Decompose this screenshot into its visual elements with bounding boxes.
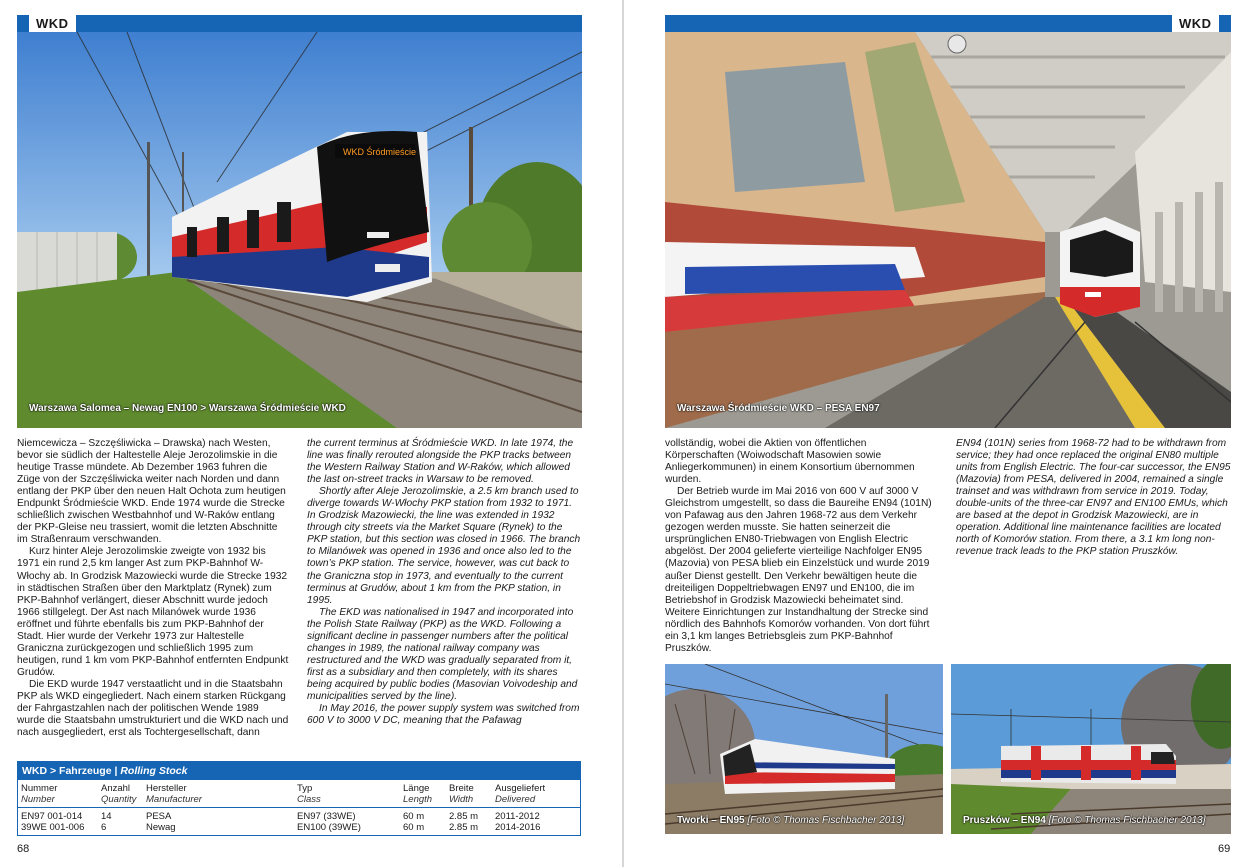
- paragraph: EN94 (101N) series from 1968-72 had to be withdrawn from service; they had once replaced the original EN80 multiple units from English Electric. The four-car successor, the EN95 (Mazovia) from PESA, delivered in 2004, remained a single trainset and was withdrawn from service in 2019. Today, double-units of the three-car EN97 and EN100 EMUs, which are based at the depot in Grodzisk Mazowiecki, are in operation. Additional line maintenance facilities are located north of Komorów station. From there, a 3.1 km long non-revenue track leads to the PKP station Pruszków.: [956, 438, 1231, 558]
- photo-caption: Pruszków – EN94 [Foto © Thomas Fischbacher 2013]: [963, 815, 1206, 826]
- header-bar: [665, 15, 1231, 32]
- photo-caption: Warszawa Śródmieście WKD – PESA EN97: [677, 403, 880, 414]
- table-cell: EN97 (33WE) EN100 (39WE): [297, 811, 361, 833]
- photo-tworki-en95: [665, 664, 943, 834]
- right-page: [624, 0, 1248, 867]
- paragraph: Der Betrieb wurde im Mai 2016 von 600 V auf 3000 V Gleichstrom umgestellt, so dass die Baureihe EN94 (101N) von Pafawag aus den Jahren 1968-72 aus dem Verkehr gezogen werden musste. Sie hatten seinerzeit die ursprünglichen EN80-Triebwagen von English Electric abgelöst. Der 2004 gelieferte vierteilige Nachfolger EN95 (Mazovia) von PESA blieb ein Einzelstück und wurde 2019 außer Dienst gestellt. Den Verkehr bewältigen heute die dreiteiligen Doppeltriebwagen EN97 und EN100, die im Betriebshof in Grodzisk Mazowiecki beheimatet sind. Weitere Einrichtungen zur Instandhaltung der Strecke sind nördlich des Bahnhofs Komorów vorhanden. Von dort führt ein 3,1 km langes Betriebsgleis zum PKP-Bahnhof Pruszków.: [665, 486, 932, 654]
- train-destination-display: WKD Śródmieście: [343, 147, 417, 157]
- station-photo-illustration: [665, 32, 1231, 428]
- german-text-column: [17, 438, 289, 739]
- table-cell: 60 m 60 m: [403, 811, 425, 833]
- paragraph: vollständig, wobei die Aktien von öffentlichen Körperschaften (Woiwodschaft Masowien sowie Anliegerkommunen) in einem Konsortium übernommen wurden.: [665, 438, 915, 486]
- page-number: 68: [17, 843, 30, 855]
- paragraph: Die EKD wurde 1947 verstaatlicht und in die Staatsbahn PKP als WKD eingegliedert. Nach einem starken Rückgang der Fahrgastzahlen nach der politischen Wende 1989 wurde die Staatsbahn umstrukturiert und die WKD nach und nach ausgegliedert, erst als Tochtergesellschaft, dann: [17, 678, 289, 739]
- photo-pruszkow-en94: [951, 664, 1231, 834]
- paragraph: Shortly after Aleje Jerozolimskie, a 2.5 km branch used to diverge towards W-Włochy PKP station from 1932 to 1971. In Grodzisk Mazowiecki, the line was extended in 1932 through city streets via the Market Square (Rynek) to the PKP station, but this section was closed in 1966. The branch to Milanówek was opened in 1936 and once also led to the town’s PKP station. The service, however, was cut back to the Graniczna stop in 1973, and eventually to the current terminus at Grudów, about 1 km from the PKP station, in 1995.: [307, 486, 581, 606]
- paragraph: the current terminus at Śródmieście WKD. In late 1974, the line was finally rerouted alongside the PKP tracks between the Western Railway Station and W-Raków, which allowed the last on-street tracks in Warsaw to be removed.: [307, 438, 574, 486]
- section-tag: WKD: [1172, 15, 1219, 32]
- table-cell: PESA Newag: [146, 811, 176, 833]
- table-cell: EN97 001-014 39WE 001-006: [21, 811, 85, 833]
- table-cell: 2011-2012 2014-2016: [495, 811, 541, 833]
- train-photo-illustration: [665, 664, 943, 834]
- table-cell: 14 6: [101, 811, 112, 833]
- rolling-stock-table: [17, 761, 581, 836]
- header-bar: [17, 15, 582, 32]
- paragraph: Niemcewicza – Szczęśliwicka – Drawska) nach Westen, bevor sie südlich der Haltestelle Aleje Jerozolimskie in die heutige Trasse mündete. Ab Dezember 1963 fuhren die Züge von der Szczęśliwicka weiter nach Norden und dann entlang der PKP über den neuen Halt Ochota zum heutigen Endpunkt Śródmieście WKD. Ende 1974 wurde die Strecke schließlich zwischen Westbahnhof und W-Raków entlang der PKP-Gleise neu trassiert, womit die letzten Abschnitte im Straßenraum verschwanden.: [17, 438, 286, 546]
- table-grid: [18, 780, 580, 835]
- train-photo-illustration: [17, 32, 582, 428]
- column-header: Ausgeliefert Delivered: [492, 780, 580, 808]
- table-cell: 2.85 m 2.85 m: [449, 811, 479, 833]
- german-text-column: [665, 438, 937, 655]
- paragraph: The EKD was nationalised in 1947 and incorporated into the Polish State Railway (PKP) as the WKD. Following a significant decline in passenger numbers after the political changes in 1989, the national railway company was restructured and the WKD was gradually separated from it, first as a subsidiary and then completely, with its shares being acquired by public bodies (Masovian Voivodeship and municipalities served by the line).: [307, 606, 578, 702]
- photo-salomea-en100: [17, 32, 582, 428]
- table-title: WKD > Fahrzeuge | Rolling Stock: [18, 762, 580, 780]
- photo-caption: Warszawa Salomea – Newag EN100 > Warszawa Śródmieście WKD: [29, 403, 346, 414]
- column-header: Typ Class: [294, 780, 400, 808]
- paragraph: Kurz hinter Aleje Jerozolimskie zweigte von 1932 bis 1971 ein rund 2,5 km langer Ast zum PKP-Bahnhof W-Włochy ab. In Grodzisk Mazowiecki wurde die Strecke 1932 in städtischen Straßen über den Marktplatz (Rynek) zum PKP-Bahnhof verlängert, dieser Abschnitt wurde jedoch 1966 stillgelegt. Der Ast nach Milanówek wurde 1936 eröffnet und führte ebenfalls bis zum PKP-Bahnhof der Stadt. Hier wurde der Verkehr 1973 zur Haltestelle Graniczna zurückgezogen und schließlich 1995 zum heutigen, rund 1 km vom PKP-Bahnhof entfernten Endpunkt Grudów.: [17, 546, 289, 678]
- section-tag: WKD: [29, 15, 76, 32]
- english-text-column: [307, 438, 583, 727]
- paragraph: In May 2016, the power supply system was switched from 600 V to 3000 V DC, meaning that the Pafawag: [307, 703, 580, 727]
- column-header: Hersteller Manufacturer: [143, 780, 294, 808]
- photo-srodmiescie-en97: [665, 32, 1231, 428]
- english-text-column: [956, 438, 1232, 558]
- photo-caption: Tworki – EN95 [Foto © Thomas Fischbacher 2013]: [677, 815, 905, 826]
- page-number: 69: [1218, 843, 1231, 855]
- train-photo-illustration: [951, 664, 1231, 834]
- column-header: Breite Width: [446, 780, 492, 808]
- column-header: Anzahl Quantity: [98, 780, 143, 808]
- column-header: Länge Length: [400, 780, 446, 808]
- column-header: Nummer Number: [18, 780, 98, 808]
